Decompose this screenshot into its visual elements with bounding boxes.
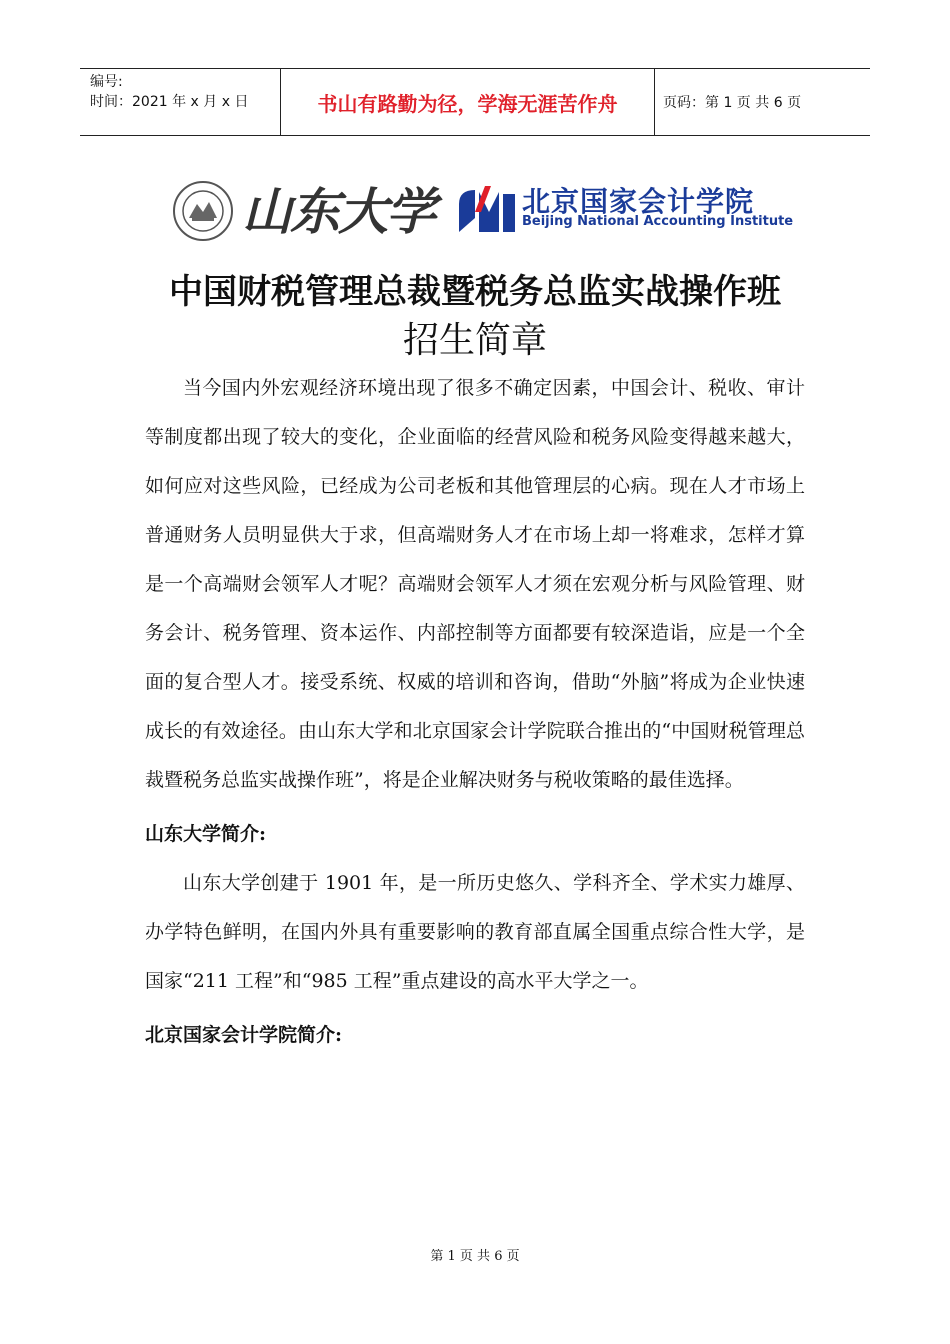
- page-title: 中国财税管理总裁暨税务总监实战操作班: [169, 272, 781, 312]
- bnai-heading: 北京国家会计学院简介:: [145, 1024, 343, 1046]
- page-footer: 第 1 页 共 6 页: [430, 1249, 520, 1264]
- header-left-cell: [80, 69, 281, 135]
- time-label: 时间：2021 年 x 月 x 日: [90, 94, 249, 110]
- intro-paragraph: 当今国内外宏观经济环境出现了很多不确定因素，中国会计、税收、审计等制度都出现了较大的变化，企业面临的经营风险和税务风险变得越来越大，如何应对这些风险，已经成为公司老板和其他管理层的心病。现在人才市场上普通财务人员明显供大于求，但高端财务人才在市场上却一将难求，怎样才算是一个高端财会领军人才呢？高端财会领军人才须在宏观分析与风险管理、财务会计、税务管理、资本运作、内部控制等方面都要有较深造诣，应是一个全面的复合型人才。接受系统、权威的培训和咨询，借助“外脑”将成为企业快速成长的有效途径。由山东大学和北京国家会计学院联合推出的“中国财税管理总裁暨税务总监实战操作班”，将是企业解决财务与税收策略的最佳选择。: [145, 377, 805, 791]
- header-table: [80, 68, 870, 136]
- sdu-seal-icon: [172, 180, 234, 242]
- bnai-logo-cn: 北京国家会计学院: [522, 185, 755, 218]
- motto: 书山有路勤为径，学海无涯苦作舟: [281, 69, 655, 135]
- bnai-logo-icon: [455, 182, 519, 236]
- sdu-paragraph: 山东大学创建于 1901 年，是一所历史悠久、学科齐全、学术实力雄厚、办学特色鲜明，在国内外具有重要影响的教育部直属全国重点综合性大学，是国家“211 工程”和“985 工程”重点建设的高水平大学之一。: [145, 872, 805, 992]
- logo-row: [0, 172, 950, 242]
- page-info: 页码：第 1 页 共 6 页: [663, 95, 802, 111]
- sdu-logo-text: 山东大学: [242, 182, 434, 241]
- sdu-heading: 山东大学简介:: [145, 823, 267, 845]
- bnai-logo-en: Beijing National Accounting Institute: [522, 214, 794, 229]
- number-label: 编号:: [90, 74, 123, 90]
- page-subtitle: 招生简章: [402, 320, 547, 361]
- body-content: [145, 364, 805, 1060]
